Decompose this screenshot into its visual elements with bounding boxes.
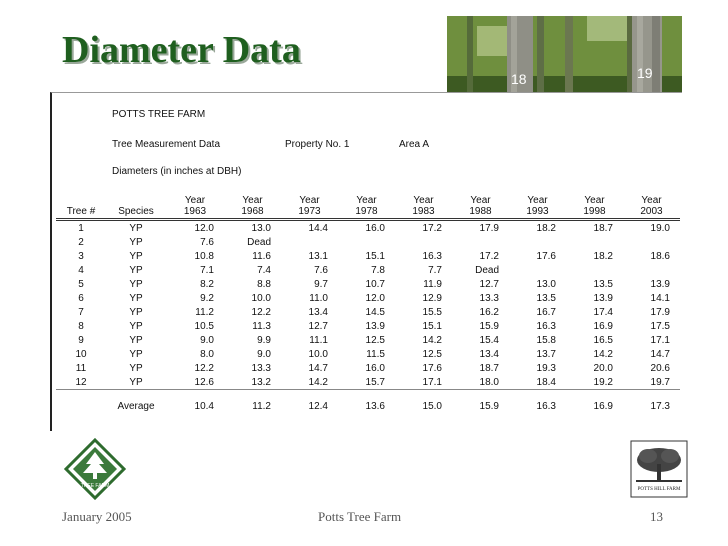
average-label: Average (106, 390, 166, 414)
table-row (56, 263, 680, 277)
diameter-value (452, 235, 509, 249)
diameter-value: 13.4 (308, 306, 328, 318)
footer-date: January 2005 (62, 509, 132, 524)
diameter-value (281, 235, 338, 249)
diameter-value: 8.2 (200, 278, 214, 290)
diameter-value: 14.2 (593, 348, 613, 360)
table-row (56, 361, 680, 375)
col-year: Year 1973 (281, 193, 338, 220)
col-tree: Tree # (56, 193, 106, 220)
diameter-value (566, 235, 623, 249)
diameter-value: 13.5 (593, 278, 613, 290)
diameter-value: 16.9 (593, 320, 613, 332)
diameter-value: 15.7 (365, 376, 385, 388)
average-row (56, 390, 680, 414)
diameter-value: 11.3 (252, 320, 271, 332)
tree-farm-logo-text: TREE FARM (80, 483, 110, 489)
table-header-row (56, 193, 680, 220)
col-year: Year 1983 (395, 193, 452, 220)
diameter-value (623, 235, 680, 249)
species: YP (129, 362, 143, 374)
diameter-value: 18.4 (536, 376, 556, 388)
species: YP (129, 236, 143, 248)
species: YP (129, 278, 143, 290)
property-label: Property No. 1 (285, 139, 350, 150)
diameter-value: 14.5 (365, 306, 385, 318)
diameter-value: 7.1 (200, 264, 214, 276)
diameter-value: 10.8 (194, 250, 214, 262)
diameter-value: 13.9 (365, 320, 385, 332)
diameter-value: 14.2 (422, 334, 442, 346)
species: YP (129, 222, 143, 234)
potts-hill-farm-logo (630, 440, 688, 498)
tree-number: 1 (78, 222, 84, 234)
diameter-value: 18.2 (593, 250, 613, 262)
diameter-value: 16.5 (593, 334, 613, 346)
col-year: Year 1993 (509, 193, 566, 220)
diameter-value: 12.6 (194, 376, 214, 388)
tree-farm-logo (64, 438, 126, 500)
average-value: 10.4 (166, 390, 224, 414)
diameter-value: 19.3 (536, 362, 556, 374)
diameter-value: 12.9 (422, 292, 442, 304)
average-value: 15.9 (452, 390, 509, 414)
col-year: Year 1968 (224, 193, 281, 220)
diameter-value (566, 263, 623, 277)
diameter-value: 17.9 (479, 222, 499, 234)
diameter-value: 15.5 (422, 306, 442, 318)
diameter-value: 14.4 (308, 222, 328, 234)
diameter-value: 10.7 (365, 278, 385, 290)
diameter-value: 9.7 (314, 278, 328, 290)
diameter-value: 9.0 (200, 334, 214, 346)
table-row (56, 220, 680, 236)
diameter-value: 13.4 (479, 348, 499, 360)
slide-title: Diameter Data (62, 29, 301, 71)
diameter-value (623, 263, 680, 277)
col-year: Year 2003 (623, 193, 680, 220)
diameter-value: 15.8 (536, 334, 556, 346)
diameter-value: 13.3 (251, 362, 271, 374)
diameter-value: 11.1 (309, 334, 328, 346)
diameter-value: 8.8 (257, 278, 271, 290)
diameter-value: 16.3 (422, 250, 442, 262)
table-row (56, 319, 680, 333)
diameter-value: 14.7 (650, 348, 670, 360)
table-row (56, 333, 680, 347)
diameter-value: 11.2 (195, 306, 214, 318)
tree-number: 5 (78, 278, 84, 290)
table-row (56, 375, 680, 390)
diameter-value: 10.5 (194, 320, 214, 332)
species: YP (129, 264, 143, 276)
diameter-value: 17.4 (593, 306, 613, 318)
tree-number: 7 (78, 306, 84, 318)
tree-number: 3 (78, 250, 84, 262)
diameter-value: 17.2 (422, 222, 442, 234)
diameter-value: 17.5 (650, 320, 670, 332)
diameter-table (56, 193, 680, 413)
diameter-value: 16.7 (536, 306, 556, 318)
diameter-value: 17.6 (422, 362, 442, 374)
diameter-value: 12.0 (194, 222, 214, 234)
diameter-value: 13.7 (536, 348, 556, 360)
diameter-value: 12.2 (251, 306, 271, 318)
diameter-value: 13.2 (251, 376, 271, 388)
col-species: Species (106, 193, 166, 220)
potts-hill-logo-text: POTTS HILL FARM (637, 487, 681, 492)
diameter-value: Dead (247, 236, 271, 248)
diameter-value: 7.7 (428, 264, 442, 276)
average-value: 15.0 (395, 390, 452, 414)
average-value: 17.3 (623, 390, 680, 414)
average-value: 13.6 (338, 390, 395, 414)
diameter-value: 14.1 (650, 292, 670, 304)
diameter-value: 19.2 (593, 376, 613, 388)
tree-number: 6 (78, 292, 84, 304)
page-number: 13 (650, 509, 663, 524)
area-label: Area A (399, 139, 430, 150)
diameter-value: 17.1 (422, 376, 442, 388)
diameter-value: 12.5 (365, 334, 385, 346)
diameter-value: 15.1 (365, 250, 385, 262)
species: YP (129, 292, 143, 304)
diameter-value: 13.1 (308, 250, 328, 262)
diameter-value: 14.7 (308, 362, 328, 374)
diameter-value: 15.4 (479, 334, 499, 346)
diameter-value: 12.0 (365, 292, 385, 304)
average-value: 16.9 (566, 390, 623, 414)
tree-number: 10 (75, 348, 87, 360)
col-year: Year 1963 (166, 193, 224, 220)
average-value: 16.3 (509, 390, 566, 414)
diameter-value: 13.0 (251, 222, 271, 234)
measurement-title: Tree Measurement Data (112, 139, 221, 150)
diameter-value: 16.3 (536, 320, 556, 332)
units-label: Diameters (in inches at DBH) (112, 166, 242, 177)
diameter-value: 15.1 (422, 320, 442, 332)
species: YP (129, 334, 143, 346)
diameter-value: 13.9 (650, 278, 670, 290)
diameter-value: 7.6 (200, 236, 214, 248)
diameter-value (509, 235, 566, 249)
table-row (56, 305, 680, 319)
diameter-value: 10.0 (251, 292, 271, 304)
diameter-value: 20.0 (593, 362, 613, 374)
diameter-value (395, 235, 452, 249)
diameter-value: 10.0 (308, 348, 328, 360)
diameter-value (338, 235, 395, 249)
diameter-value: 9.0 (257, 348, 271, 360)
species: YP (129, 320, 143, 332)
diameter-value: 16.0 (365, 362, 385, 374)
average-value: 12.4 (281, 390, 338, 414)
species: YP (129, 250, 143, 262)
diameter-value: 7.6 (314, 264, 328, 276)
col-year: Year 1988 (452, 193, 509, 220)
tree-number: 11 (75, 362, 87, 374)
diameter-value: 11.9 (423, 278, 442, 290)
tree-tag-18: 18 (511, 71, 527, 87)
diameter-value (509, 263, 566, 277)
diameter-value: 13.0 (536, 278, 556, 290)
diameter-value: 9.9 (257, 334, 271, 346)
diameter-value: 16.0 (365, 222, 385, 234)
species: YP (129, 376, 143, 388)
diameter-value: 17.9 (650, 306, 670, 318)
diameter-value: 12.7 (479, 278, 499, 290)
average-value: 11.2 (224, 390, 281, 414)
diameter-value: 7.4 (257, 264, 271, 276)
diameter-value: 15.9 (479, 320, 499, 332)
diameter-value: 12.2 (194, 362, 214, 374)
tree-number: 9 (78, 334, 84, 346)
species: YP (129, 348, 143, 360)
diameter-value: 17.6 (536, 250, 556, 262)
diameter-value: 8.0 (200, 348, 214, 360)
tree-number: 8 (78, 320, 84, 332)
diameter-value: 18.6 (650, 250, 670, 262)
diameter-value: 14.2 (308, 376, 328, 388)
table-row (56, 235, 680, 249)
tree-number: 4 (78, 264, 84, 276)
diameter-value: 11.6 (252, 250, 271, 262)
diameter-value: 13.5 (536, 292, 556, 304)
diameter-value: 17.2 (479, 250, 499, 262)
table-row (56, 291, 680, 305)
footer-title: Potts Tree Farm (318, 509, 402, 524)
diameter-value: 7.8 (371, 264, 385, 276)
diameter-value: 19.0 (650, 222, 670, 234)
diameter-value: 18.0 (479, 376, 499, 388)
col-year: Year 1998 (566, 193, 623, 220)
diameter-value: 11.0 (309, 292, 328, 304)
farm-name: POTTS TREE FARM (112, 109, 206, 120)
tree-number: 12 (75, 376, 87, 388)
diameter-value: 12.5 (422, 348, 442, 360)
diameter-value: 17.1 (650, 334, 670, 346)
table-row (56, 347, 680, 361)
tree-tag-19: 19 (637, 65, 653, 81)
measurement-sheet (50, 92, 682, 431)
diameter-value: 20.6 (650, 362, 670, 374)
col-year: Year 1978 (338, 193, 395, 220)
species: YP (129, 306, 143, 318)
diameter-value: 12.7 (308, 320, 328, 332)
diameter-value: 9.2 (200, 292, 214, 304)
diameter-value: 18.7 (479, 362, 499, 374)
diameter-value: 18.7 (593, 222, 613, 234)
tree-number: 2 (78, 236, 84, 248)
diameter-value: 13.3 (479, 292, 499, 304)
diameter-value: 19.7 (650, 376, 670, 388)
diameter-value: 16.2 (479, 306, 499, 318)
diameter-value: Dead (475, 264, 499, 276)
table-row (56, 277, 680, 291)
diameter-value: 11.5 (366, 348, 385, 360)
table-row (56, 249, 680, 263)
diameter-value: 13.9 (593, 292, 613, 304)
diameter-value: 18.2 (536, 222, 556, 234)
